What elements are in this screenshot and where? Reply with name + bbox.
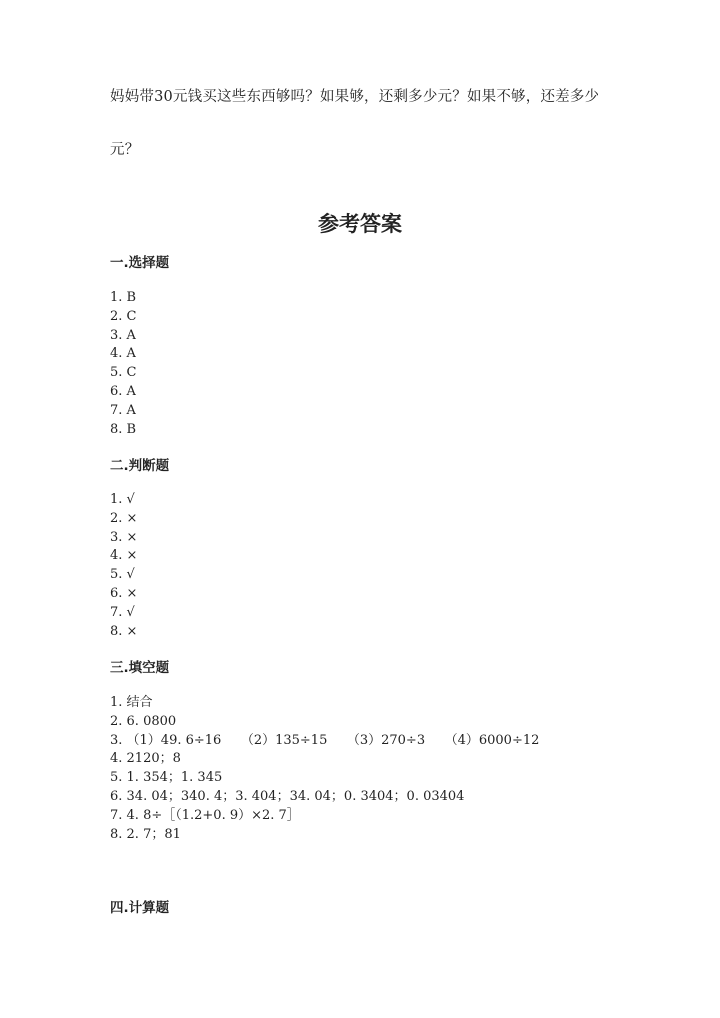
- section-heading-judgment: 二.判断题: [110, 458, 170, 474]
- answer-item: 4. ×: [110, 548, 138, 564]
- section-heading-choice: 一.选择题: [110, 255, 170, 271]
- answer-item: 5. √: [110, 567, 135, 583]
- answer-item: 6. ×: [110, 585, 138, 601]
- answer-item: 6. A: [110, 383, 136, 399]
- answer-item: 1. 结合: [110, 695, 153, 710]
- section-heading-calculation: 四.计算题: [110, 900, 170, 916]
- answer-item: 7. √: [110, 604, 135, 620]
- answer-item: 1. B: [110, 290, 137, 305]
- question-text-line-2: 元？: [110, 142, 140, 158]
- answer-item: 8. ×: [110, 623, 138, 639]
- answer-list-fill-blank: [110, 694, 539, 844]
- answer-item: 2. C: [110, 308, 137, 324]
- answer-item: 1. √: [110, 492, 135, 507]
- answer-item: 5. C: [110, 365, 137, 381]
- section-heading-fill-blank: 三.填空题: [110, 660, 170, 676]
- answer-item: 5. 1. 354；1. 345: [110, 770, 223, 786]
- answer-item: 2. ×: [110, 510, 138, 526]
- answer-item: 7. 4. 8÷［（1.2+0. 9）×2. 7］: [110, 807, 300, 823]
- answer-item: 4. 2120；8: [110, 751, 181, 767]
- answer-item: 8. 2. 7；81: [110, 826, 181, 842]
- answer-list-judgment: [110, 491, 137, 641]
- answer-item: 4. A: [110, 346, 136, 362]
- answer-title: 参考答案: [318, 212, 402, 236]
- answer-item: 7. A: [110, 402, 136, 418]
- answer-item: 6. 34. 04；340. 4；3. 404；34. 04；0. 3404；0. 03404: [110, 788, 465, 804]
- answer-item: 3. （1）49. 6÷16 （2）135÷15 （3）270÷3 （4）6000÷12: [110, 732, 540, 748]
- answer-item: 3. A: [110, 327, 136, 343]
- answer-item: 3. ×: [110, 529, 138, 545]
- answer-list-choice: [110, 289, 136, 439]
- answer-item: 2. 6. 0800: [110, 713, 177, 729]
- question-text-line-1: 妈妈带30元钱买这些东西够吗？如果够，还剩多少元？如果不够，还差多少: [110, 89, 600, 105]
- answer-item: 8. B: [110, 421, 137, 437]
